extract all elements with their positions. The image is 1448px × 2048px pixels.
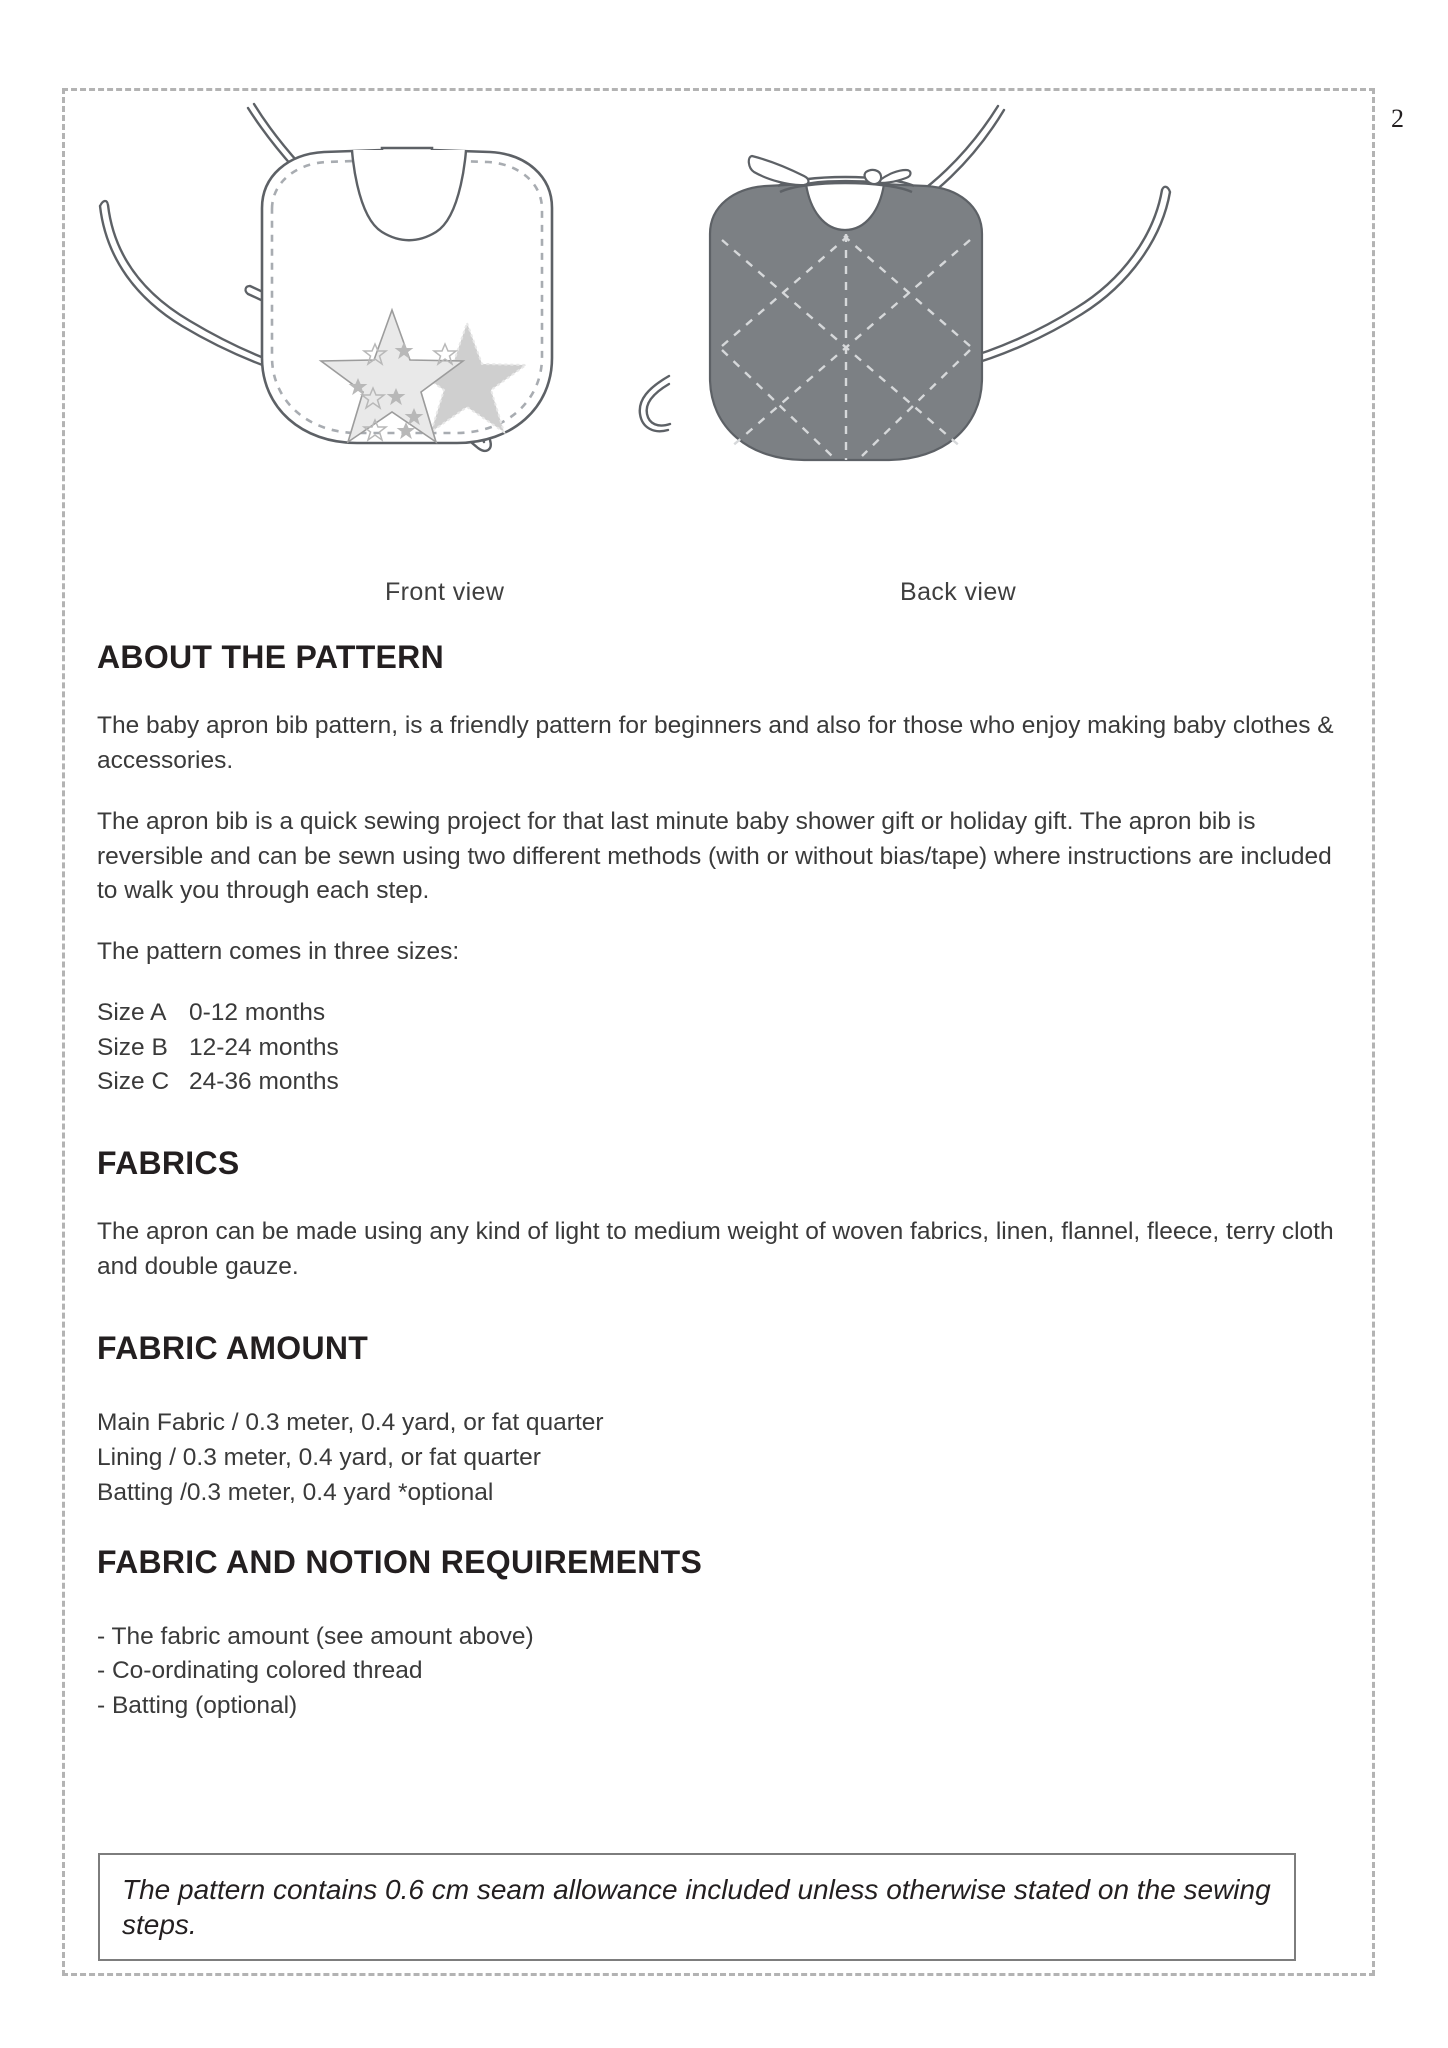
requirements-list xyxy=(97,1620,1337,1724)
back-right-tie-edge-a xyxy=(966,192,1170,366)
size-value: 12-24 months xyxy=(189,1033,339,1061)
size-label: Size B xyxy=(97,1033,168,1061)
heading-fabric-and-notion-requirements: FABRIC AND NOTION REQUIREMENTS xyxy=(97,1543,703,1580)
seam-allowance-note-box xyxy=(98,1853,1296,1961)
size-list xyxy=(97,996,1337,1100)
sizes-intro: The pattern comes in three sizes: xyxy=(97,938,460,966)
front-left-tie-end xyxy=(100,201,108,206)
size-value: 24-36 months xyxy=(189,1068,339,1096)
illustration-area xyxy=(62,88,1375,588)
front-view-caption: Front view xyxy=(385,578,505,606)
size-label: Size A xyxy=(97,998,167,1026)
heading-fabrics: FABRICS xyxy=(97,1145,240,1182)
size-value: 0-12 months xyxy=(189,998,326,1026)
about-paragraph-1: The baby apron bib pattern, is a friendly pattern for beginners and also for those who enjoy making baby clothes & accessories. xyxy=(97,712,1334,774)
size-row xyxy=(97,996,1337,1031)
document-content xyxy=(97,640,1337,1724)
size-row xyxy=(97,1065,1337,1100)
fabric-amount-line: Lining / 0.3 meter, 0.4 yard, or fat quarter xyxy=(97,1443,541,1471)
requirements-line: - Batting (optional) xyxy=(97,1692,298,1720)
front-cross-tie-end xyxy=(246,286,250,294)
front-view-illustration xyxy=(100,104,552,451)
back-view-illustration xyxy=(640,106,1170,460)
back-right-tie-edge-b xyxy=(960,190,1162,360)
fabric-amount-line: Main Fabric / 0.3 meter, 0.4 yard, or fat quarter xyxy=(97,1409,604,1437)
heading-fabric-amount: FABRIC AMOUNT xyxy=(97,1329,369,1366)
fabrics-paragraph: The apron can be made using any kind of light to medium weight of woven fabrics, linen, flannel, fleece, terry cloth and double gauze. xyxy=(97,1218,1334,1281)
seam-allowance-note-text: The pattern contains 0.6 cm seam allowance included unless otherwise stated on the sewing steps. xyxy=(122,1874,1271,1940)
size-row xyxy=(97,1031,1337,1066)
heading-about-the-pattern: ABOUT THE PATTERN xyxy=(97,639,445,675)
back-right-tie-end xyxy=(1162,187,1170,192)
fabric-amount-line: Batting /0.3 meter, 0.4 yard *optional xyxy=(97,1478,494,1506)
page-number: 2 xyxy=(1391,104,1404,133)
fabric-amount-list xyxy=(97,1406,1337,1510)
requirements-line: - Co-ordinating colored thread xyxy=(97,1657,423,1685)
bib-illustrations-svg xyxy=(62,88,1375,588)
about-paragraph-2: The apron bib is a quick sewing project for that last minute baby shower gift or holiday gift. The apron bib is reversible and can be sewn using two different methods (with or without bias/tape) where instructions are included to walk you through each step. xyxy=(97,807,1332,905)
requirements-line: - The fabric amount (see amount above) xyxy=(97,1622,534,1650)
back-view-caption: Back view xyxy=(900,578,1017,606)
size-label: Size C xyxy=(97,1068,170,1096)
